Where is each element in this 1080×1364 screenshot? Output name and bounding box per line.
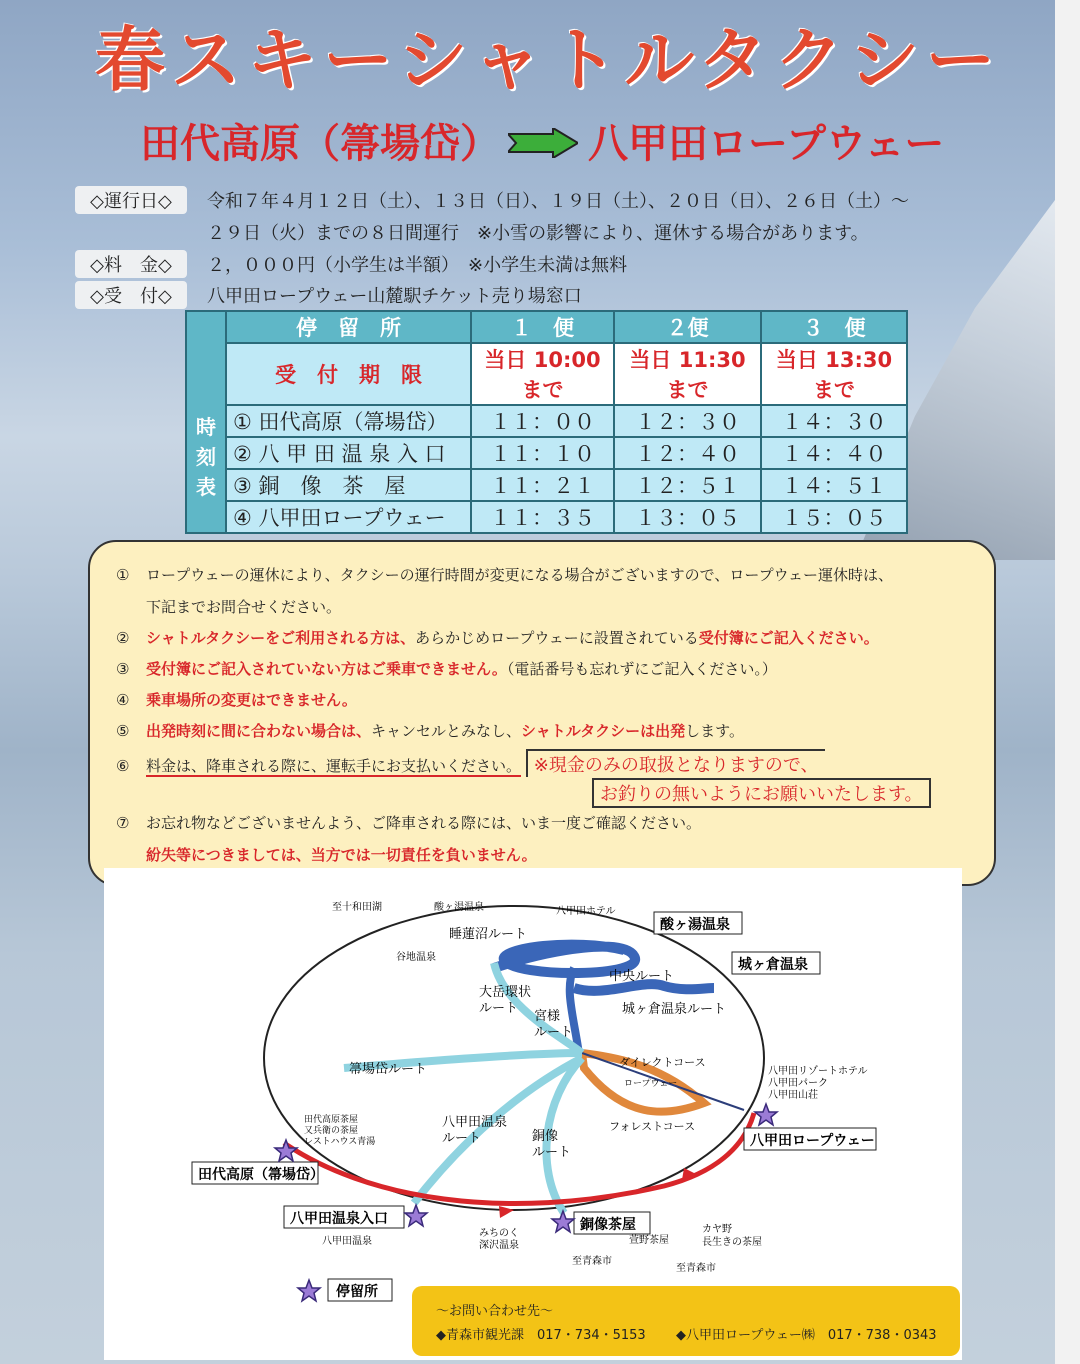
map-label: 八甲田温泉 — [322, 1236, 372, 1247]
time-cell: １１：２１ — [471, 469, 614, 501]
map-label: 八甲田ホテル — [556, 906, 616, 917]
map-label: みちのく — [479, 1228, 519, 1239]
map-label: レストハウス青湯 — [304, 1137, 376, 1147]
map-label: フォレストコース — [609, 1120, 696, 1133]
note-number: ⑤ — [116, 722, 130, 740]
stop-name: ③ 銅 像 茶 屋 — [226, 469, 471, 501]
note-text: ロープウェーの運休により、タクシーの運行時間が変更になる場合がございますので、ロープウェー運休時は、 — [146, 566, 894, 584]
side-char: 刻 — [196, 445, 216, 469]
notes-panel — [88, 540, 996, 886]
deadline-trip1 — [471, 343, 614, 405]
table-row — [186, 469, 907, 501]
time-cell: １５：０５ — [761, 501, 907, 533]
map-label: 城ヶ倉温泉ルート — [622, 1002, 727, 1017]
star-icon — [755, 1104, 777, 1125]
map-label: 田代高原茶屋 — [304, 1115, 359, 1125]
arrow-right-icon — [508, 128, 578, 158]
deadline-time: 当日 11:30 — [629, 348, 746, 372]
map-label: 又兵衛の茶屋 — [304, 1126, 359, 1136]
table-row — [186, 437, 907, 469]
note-number: ④ — [116, 691, 130, 709]
note-text-underlined: 料金は、降車される際に、運転手にお支払いください。 — [146, 757, 522, 775]
header-trip1: １ 便 — [471, 311, 614, 343]
map-label: 銅像茶屋 — [580, 1217, 636, 1233]
contact-heading: ～お問い合わせ先～ — [436, 1304, 554, 1319]
direction-arrow — [499, 1206, 514, 1218]
note-text: します。 — [685, 722, 744, 740]
star-icon — [405, 1205, 427, 1226]
header-trip2: ２便 — [614, 311, 761, 343]
route-to: 八甲田ロープウェー — [588, 121, 945, 167]
timetable — [185, 310, 908, 534]
map-label: 八甲田温泉入口 — [290, 1211, 388, 1227]
legend-label: 停留所 — [336, 1284, 378, 1300]
fare-text: ２，０００円（小学生は半額） ※小学生未満は無料 — [207, 255, 628, 276]
time-cell: １４：４０ — [761, 437, 907, 469]
no-change-box: お釣りの無いようにお願いいたします。 — [592, 778, 931, 808]
map-label: 大岳環状 — [479, 985, 532, 1000]
time-cell: １２：４０ — [614, 437, 761, 469]
deadline-trip2 — [614, 343, 761, 405]
route-from: 田代高原（箒場岱） — [140, 121, 500, 167]
note-number: ⑦ — [116, 814, 130, 832]
map-label: カヤ野 — [702, 1224, 732, 1235]
deadline-suffix: まで — [666, 378, 709, 402]
time-cell: １１：３５ — [471, 501, 614, 533]
note-text-red: 乗車場所の変更はできません。 — [146, 691, 357, 709]
note-1 — [116, 564, 893, 585]
note-text: お忘れ物などございませんよう、ご降車される際には、いま一度ご確認ください。 — [146, 814, 702, 832]
note-6 — [116, 749, 825, 777]
map-label: 谷地温泉 — [396, 952, 436, 963]
time-cell: １３：０５ — [614, 501, 761, 533]
map-label: 中央ルート — [609, 969, 675, 984]
star-icon — [275, 1140, 297, 1161]
map-label: 至十和田湖 — [332, 902, 382, 913]
map-label: 長生きの茶屋 — [702, 1237, 762, 1248]
map-label: 至青森市 — [676, 1263, 716, 1274]
deadline-suffix: まで — [521, 378, 564, 402]
map-label: 八甲田山荘 — [768, 1090, 818, 1101]
stop-name: ② 八 甲 田 温 泉 入 口 — [226, 437, 471, 469]
contact-line-2: ◆八甲田ロープウェー㈱ 017・738・0343 — [676, 1328, 937, 1343]
page-title: 春スキーシャトルタクシー — [95, 18, 1002, 101]
info-fare — [75, 250, 627, 278]
map-label: 銅像 — [532, 1129, 559, 1144]
map-label: 八甲田リゾートホテル — [768, 1066, 868, 1077]
timetable-side-label — [186, 311, 226, 533]
deadline-trip3 — [761, 343, 907, 405]
stop-name: ① 田代高原（箒場岱） — [226, 405, 471, 437]
map-label: 八甲田ロープウェー — [750, 1133, 875, 1149]
map-label: 酸ヶ湯温泉 — [434, 902, 484, 913]
star-icon — [298, 1280, 320, 1301]
note-text-red: 受付簿にご記入ください。 — [698, 629, 879, 647]
note-2 — [116, 627, 879, 648]
time-cell: １１：００ — [471, 405, 614, 437]
page-margin — [1055, 0, 1080, 1364]
header-trip3: ３ 便 — [761, 311, 907, 343]
deadline-suffix: まで — [813, 378, 855, 402]
map-label: ダイレクトコース — [619, 1056, 706, 1069]
stop-name: ④ 八甲田ロープウェー — [226, 501, 471, 533]
note-number: ① — [116, 566, 130, 584]
map-label: 八甲田温泉 — [442, 1115, 508, 1130]
label-operation: ◇運行日◇ — [75, 186, 187, 214]
note-text-red: 出発時刻に間に合わない場合は、 — [146, 722, 372, 740]
deadline-label: 受 付 期 限 — [226, 343, 471, 405]
map-label: ルート — [442, 1131, 482, 1146]
map-label: 宮様 — [534, 1009, 561, 1024]
note-text: あらかじめロープウェーに設置されている — [415, 629, 699, 647]
header-stop: 停 留 所 — [226, 311, 471, 343]
star-icon — [552, 1211, 574, 1232]
map-label: 箒場岱ルート — [349, 1062, 428, 1077]
label-reception: ◇受 付◇ — [75, 281, 187, 309]
map-label: 酸ヶ湯温泉 — [660, 917, 730, 933]
label-fare: ◇料 金◇ — [75, 250, 187, 278]
contact-box — [412, 1286, 960, 1356]
map-label: 至青森市 — [572, 1256, 612, 1267]
note-7-cont: 紛失等につきましては、当方では一切責任を負いません。 — [146, 846, 537, 864]
contact-line-1: ◆青森市観光課 017・734・5153 — [436, 1328, 646, 1343]
note-number: ⑥ — [116, 757, 130, 775]
note-3 — [116, 658, 777, 679]
note-4 — [116, 689, 357, 710]
note-text: （電話番号も忘れずにご記入ください。） — [506, 660, 777, 678]
map-label: ルート — [534, 1025, 574, 1040]
blue-route — [494, 945, 714, 991]
map-label: 田代高原（箒場岱） — [198, 1167, 324, 1183]
reception-text: 八甲田ロープウェー山麓駅チケット売り場窓口 — [207, 286, 582, 307]
map-label: 睡蓮沼ルート — [449, 927, 528, 942]
info-operation — [75, 186, 909, 214]
cash-only-box: ※現金のみの取扱となりますので、 — [526, 749, 825, 777]
note-text-red: シャトルタクシーをご利用される方は、 — [146, 629, 416, 647]
time-cell: １２：３０ — [614, 405, 761, 437]
note-5 — [116, 720, 744, 741]
note-text: キャンセルとみなし、 — [371, 722, 522, 740]
time-cell: １４：３０ — [761, 405, 907, 437]
map-label: ルート — [479, 1001, 519, 1016]
map-label: ルート — [532, 1145, 572, 1160]
operation-days: 令和７年４月１２日（土）、１３日（日）、１９日（土）、２０日（日）、２６日（土）～ — [207, 191, 909, 212]
side-char: 表 — [196, 475, 216, 499]
map-label: 深沢温泉 — [479, 1240, 519, 1251]
table-row — [186, 501, 907, 533]
note-text-red: シャトルタクシーは出発 — [521, 722, 686, 740]
note-number: ③ — [116, 660, 130, 678]
map-label: ロープウェー — [624, 1079, 678, 1089]
table-row — [186, 405, 907, 437]
operation-days-2: ２９日（火）までの８日間運行 ※小雪の影響により、運休する場合があります。 — [207, 223, 869, 244]
note-text-red: 受付簿にご記入されていない方はご乗車できません。 — [146, 660, 507, 678]
note-6-cont — [592, 778, 931, 808]
map-label: 城ヶ倉温泉 — [738, 957, 808, 973]
note-1-cont: 下記までお問合せください。 — [146, 598, 342, 616]
note-number: ② — [116, 629, 130, 647]
deadline-time: 当日 13:30 — [775, 348, 893, 372]
info-reception — [75, 281, 582, 309]
side-char: 時 — [196, 415, 216, 439]
time-cell: １２：５１ — [614, 469, 761, 501]
note-7 — [116, 812, 701, 833]
time-cell: １４：５１ — [761, 469, 907, 501]
map-label: 萱野茶屋 — [629, 1235, 669, 1246]
map-label: 八甲田パーク — [768, 1078, 828, 1089]
time-cell: １１：１０ — [471, 437, 614, 469]
deadline-time: 当日 10:00 — [484, 348, 601, 372]
